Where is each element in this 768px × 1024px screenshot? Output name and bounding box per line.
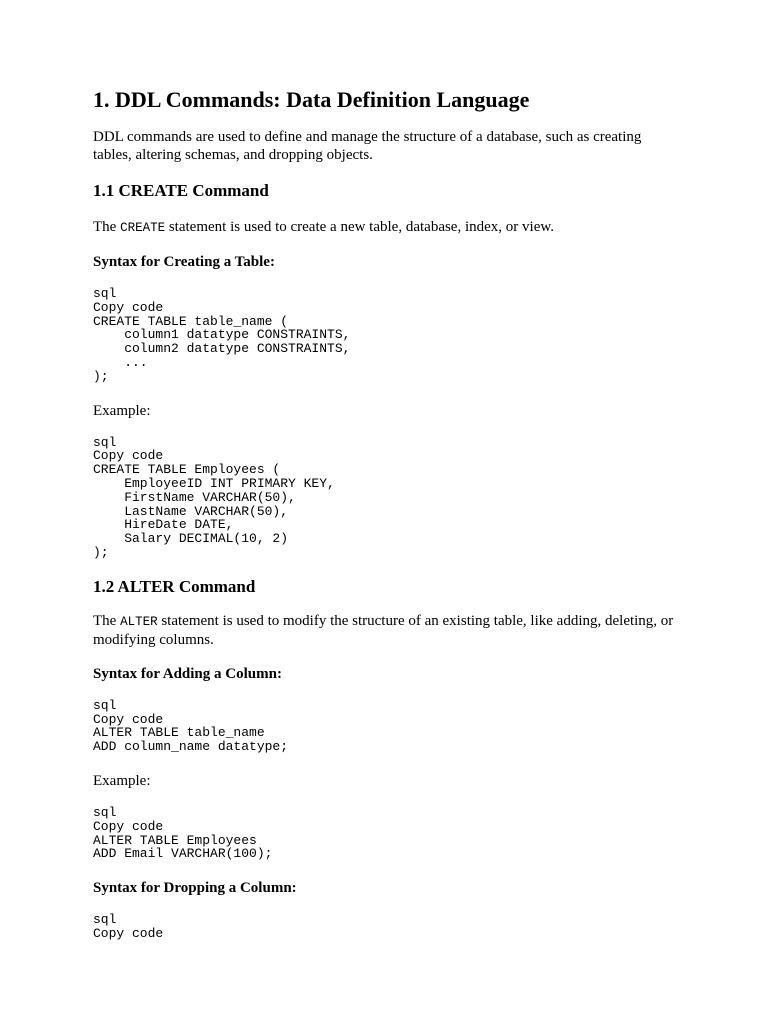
- alter-section-heading: 1.2 ALTER Command: [93, 576, 256, 596]
- alter-keyword: ALTER: [120, 614, 158, 629]
- create-syntax-code-block: sql Copy code CREATE TABLE table_name ( column1 datatype CONSTRAINTS, column2 datatype CONSTRAINTS, ... );: [93, 286, 351, 384]
- alter-syntax-code-block: sql Copy code ALTER TABLE table_name ADD column_name datatype;: [93, 697, 289, 755]
- create-example-label: Example:: [93, 402, 151, 419]
- alter-description: [93, 612, 683, 649]
- page-title: 1. DDL Commands: Data Definition Language: [93, 87, 530, 112]
- create-section-heading: 1.1 CREATE Command: [93, 181, 269, 200]
- create-example-code-block: sql Copy code CREATE TABLE Employees ( EmployeeID INT PRIMARY KEY, FirstName VARCHAR(50), LastName VARCHAR(50), HireDate DATE, Salary DECIMAL(10, 2) );: [93, 434, 335, 560]
- create-keyword: CREATE: [120, 221, 166, 235]
- document-content: [93, 86, 683, 941]
- create-desc-pre: The: [93, 219, 121, 235]
- drop-syntax-heading: Syntax for Dropping a Column:: [93, 880, 297, 897]
- alter-syntax-heading: Syntax for Adding a Column:: [93, 665, 282, 682]
- create-desc-post: statement is used to create a new table, database, index, or view.: [165, 219, 554, 235]
- create-description: [93, 218, 683, 237]
- alter-example-code-block: sql Copy code ALTER TABLE Employees ADD Email VARCHAR(100);: [93, 804, 273, 862]
- drop-syntax-code-block: sql Copy code: [93, 912, 164, 941]
- intro-paragraph: DDL commands are used to define and manage the structure of a database, such as creating tables, altering schemas, and dropping objects.: [93, 129, 642, 163]
- alter-desc-post: statement is used to modify the structure of an existing table, like adding, deleting, or modifying columns.: [93, 612, 674, 648]
- alter-example-label: Example:: [93, 772, 151, 789]
- create-syntax-heading: Syntax for Creating a Table:: [93, 254, 275, 270]
- alter-desc-pre: The: [93, 612, 121, 629]
